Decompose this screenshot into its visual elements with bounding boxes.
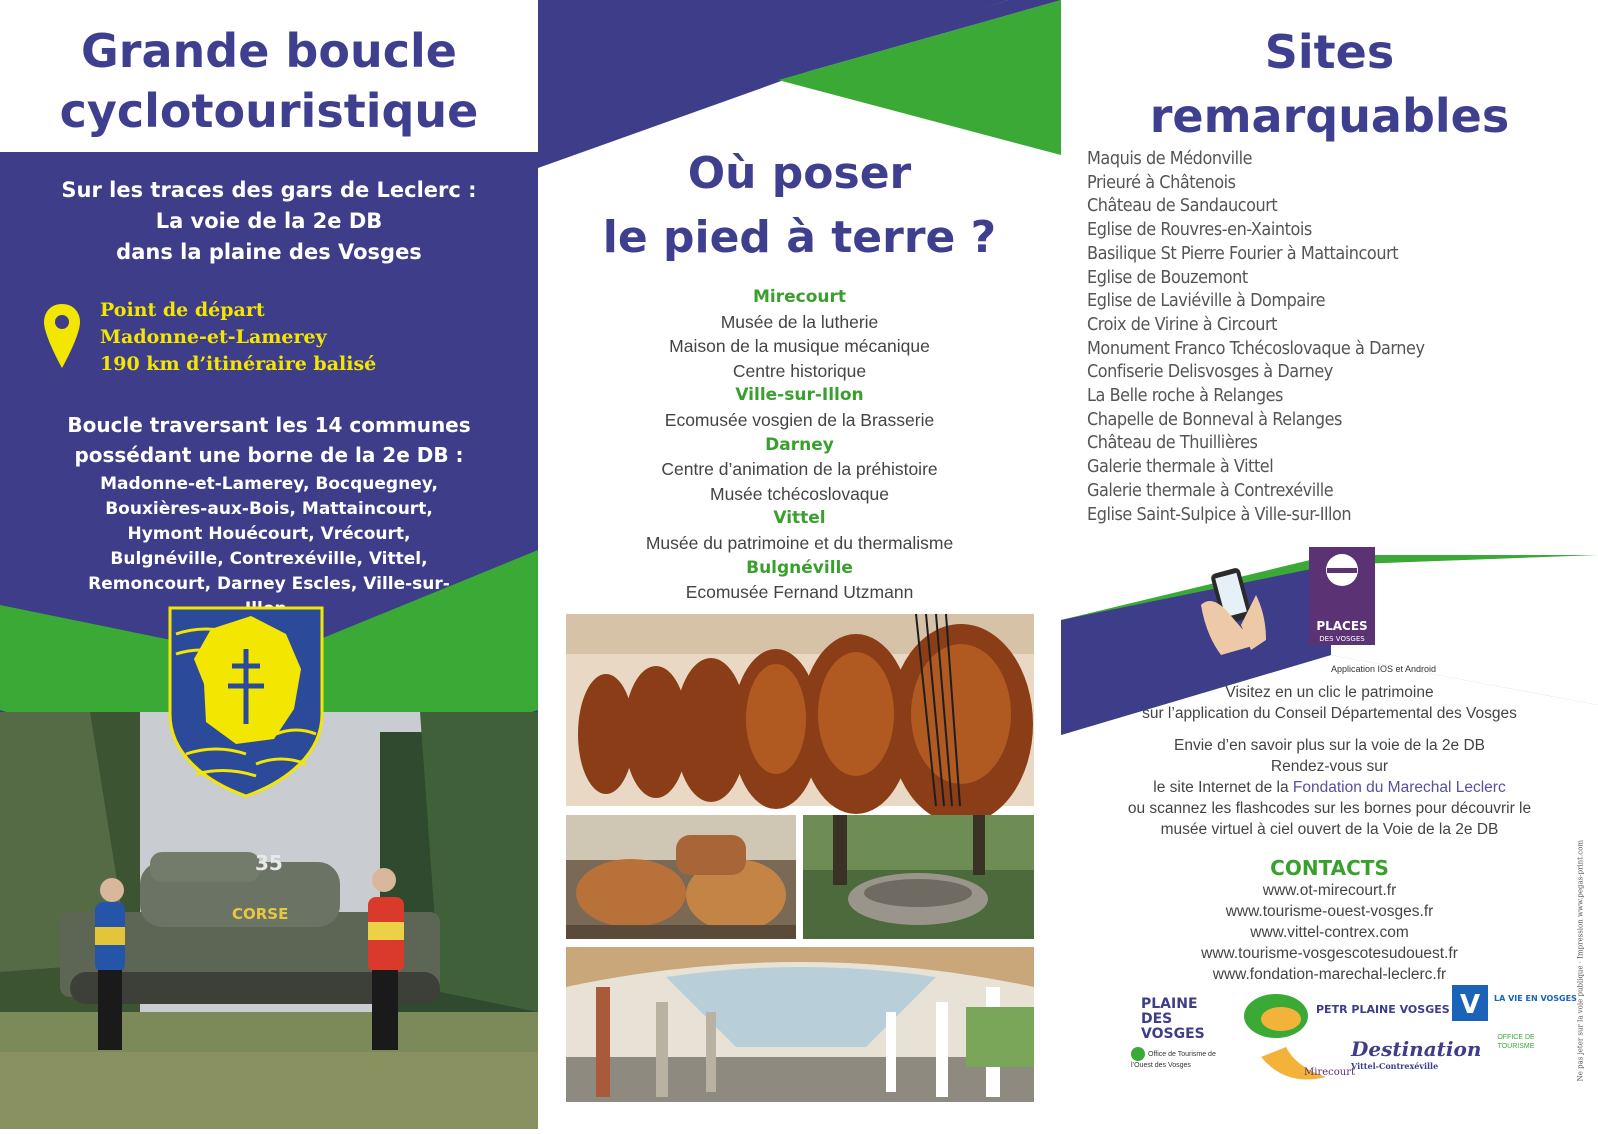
right-panel [1061,0,1598,1129]
place-item: Maison de la musique mécanique [669,336,930,357]
site-item: Eglise de Rouvres-en-Xaintois [1087,220,1312,241]
vie-text: LA VIE EN VOSGES [1494,994,1577,1003]
middle-title-line2: le pied à terre ? [602,212,997,263]
tank-name: CORSE [232,905,289,923]
visit-line1: Visitez en un clic le patrimoine [1225,684,1434,701]
more-line1: Envie d’en savoir plus sur la voie de la 2e DB [1173,737,1486,754]
middle-title-line1: Où poser [687,148,912,199]
site-item: Eglise Saint-Sulpice à Ville-sur-Illon [1087,504,1352,525]
site-item: Maquis de Médonville [1087,149,1253,169]
site-item: Confiserie Delisvosges à Darney [1087,362,1333,383]
left-panel [0,0,538,1129]
right-title [1061,20,1598,148]
contact-link[interactable]: www.tourisme-ouest-vosges.fr [1225,903,1434,920]
location-pin-icon [42,302,82,370]
contacts-list [1061,880,1598,985]
mirecourt-text: Mirecourt [1304,1067,1355,1078]
site-item: Eglise de Laviéville à Dompaire [1087,291,1326,312]
site-item: Basilique St Pierre Fourier à Mattaincourt [1087,243,1399,264]
town-vittel: Vittel [773,508,826,529]
site-item: Prieuré à Châtenois [1087,172,1236,193]
site-item: Eglise de Bouzemont [1087,267,1248,288]
petr-text: PETR PLAINE VOSGES [1316,1003,1450,1016]
more-line3 [1061,777,1598,798]
site-item: Château de Thuillières [1087,433,1258,454]
logo-la-vie-en-vosges [1452,985,1577,1035]
site-item: Chapelle de Bonneval à Relanges [1087,409,1342,430]
more-line5: musée virtuel à ciel ouvert de la Voie de la 2e DB [1160,821,1499,838]
places-des-vosges-logo [1309,547,1375,645]
visit-text [1061,682,1598,724]
loop-line2: possédant une borne de la 2e DB : [74,443,464,467]
petr-logo-graphic [1241,991,1450,1041]
destination-sub: Vittel-Contrexéville [1351,1061,1439,1071]
town-bulgneville: Bulgnéville [746,557,853,578]
destination-text: Destination [1351,1037,1482,1061]
place-item: Ecomusée vosgien de la Brasserie [664,409,935,430]
places-list [538,285,1061,605]
town-ville-sur-illon: Ville-sur-Illon [735,385,864,406]
stone-basin-image [803,815,1034,939]
contacts-heading: CONTACTS [1270,856,1389,880]
start-place: Madonne-et-Lamerey [100,326,327,348]
thermal-gallery-image [566,947,1034,1102]
site-item: Monument Franco Tchécoslovaque à Darney [1087,338,1425,359]
tank-number: 35 [255,851,283,875]
right-title-line2: remarquables [1149,89,1510,143]
fondation-link[interactable]: Fondation du Marechal Leclerc [1292,779,1506,796]
start-label: Point de départ [100,299,265,321]
town-darney: Darney [765,434,834,455]
site-item: Galerie thermale à Vittel [1087,457,1274,478]
left-title-line2: cyclotouristique [59,83,479,138]
place-item: Musée tchécoslovaque [710,483,889,504]
route-subheading [0,175,538,268]
thermal-gallery-photo [566,947,1034,1102]
place-item: Musée du patrimoine et du thermalisme [645,532,954,553]
copper-kettles-image [566,815,796,939]
middle-panel [538,0,1061,1129]
logo-plaine-des-vosges: PLAINE DES VOSGES [1141,996,1205,1042]
stone-basin-photo [803,815,1034,939]
logo-mirecourt [1256,1037,1355,1097]
more-line3-prefix: le site Internet de la [1153,779,1293,796]
ot-ouest-icon [1131,1047,1145,1061]
place-item: Centre historique [732,360,867,381]
place-item: Ecomusée Fernand Utzmann [685,582,914,603]
brewery-copper-photo [566,815,796,939]
logo-ot-ouest [1131,1047,1231,1070]
contact-link[interactable]: www.ot-mirecourt.fr [1262,882,1397,899]
mirecourt-logo-graphic [1256,1037,1355,1092]
violins-photo [566,614,1034,806]
place-item: Musée de la lutherie [720,311,879,332]
sites-list [1087,148,1425,527]
left-title [0,22,538,142]
violins-image [566,614,1034,806]
start-info [100,297,376,378]
svg-text:V: V [1459,990,1481,1020]
more-info-text [1061,735,1598,840]
contact-link[interactable]: www.vittel-contrex.com [1250,924,1409,941]
app-caption: Application IOS et Android [1331,664,1437,674]
loop-line1: Boucle traversant les 14 communes [67,413,471,437]
right-title-line1: Sites [1264,25,1395,79]
site-item: Château de Sandaucourt [1087,196,1278,217]
subhead-line2: La voie de la 2e DB [155,209,383,233]
visit-line2: sur l’application du Conseil Départemental des Vosges [1142,705,1517,722]
middle-title [538,142,1061,270]
ot-ouest-text: Office de Tourisme de l’Ouest des Vosges [1131,1050,1216,1069]
app-logo-line1: PLACES [1316,619,1368,633]
partner-logos [1131,990,1581,1105]
legal-vertical-note: Ne pas jeter sur la voie publique · Impression www.pegas-print.com [1576,840,1584,1082]
contact-link[interactable]: www.fondation-marechal-leclerc.fr [1212,966,1447,983]
more-line4: ou scannez les flashcodes sur les bornes pour découvrir le [1127,800,1532,817]
contact-link[interactable]: www.tourisme-vosgescotesudouest.fr [1201,945,1458,962]
more-line2: Rendez-vous sur [1270,758,1389,775]
subhead-line1: Sur les traces des gars de Leclerc : [61,178,477,202]
loop-description [0,410,538,622]
start-distance: 190 km d’itinéraire balisé [100,353,377,375]
place-item: Centre d’animation de la préhistoire [661,459,938,480]
app-logo-line2: DES VOSGES [1319,635,1365,643]
left-title-line1: Grande boucle [81,24,457,78]
site-item: Croix de Virine à Circourt [1087,314,1278,335]
subhead-line3: dans la plaine des Vosges [116,240,422,264]
town-mirecourt: Mirecourt [752,287,847,307]
logo-ot-sud: OFFICE DE TOURISME [1497,1034,1535,1050]
site-item: Galerie thermale à Contrexéville [1087,480,1334,501]
vie-logo-graphic [1452,985,1577,1030]
site-item: La Belle roche à Relanges [1087,386,1283,407]
loop-communes: Madonne-et-Lamerey, Bocquegney, Bouxières-aux-Bois, Mattaincourt, Hymont Houécourt, Vrécourt, Bulgnéville, Contrexéville, Vittel, Remoncourt, Darney Escles, Ville-sur- [88,474,450,594]
logo-destination [1351,1037,1481,1071]
division-insignia-shield [166,604,326,799]
